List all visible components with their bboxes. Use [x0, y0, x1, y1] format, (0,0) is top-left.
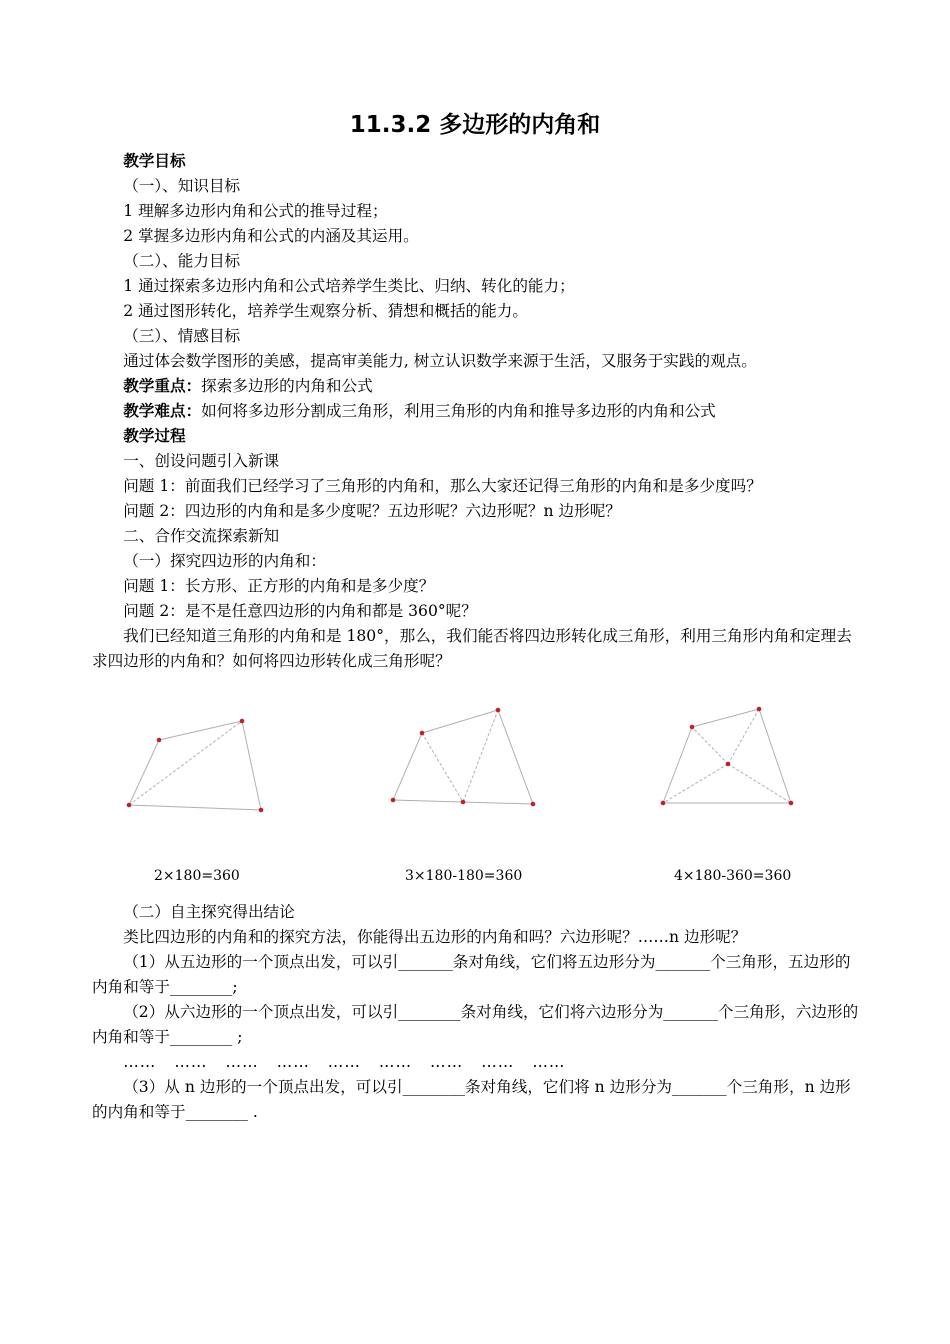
key-point-label: 教学重点：	[123, 377, 202, 395]
subsection-2-heading: （二）自主探究得出结论	[123, 903, 295, 921]
ability-heading: （二）、能力目标	[123, 252, 241, 270]
emotion-heading: （三）、情感目标	[123, 327, 241, 345]
key-point-text: 探索多边形的内角和公式	[201, 377, 373, 395]
figure-1-vertex	[259, 808, 264, 813]
figure-2	[391, 708, 536, 807]
figure-3-segment	[692, 727, 728, 764]
emotion-item-1: 通过体会数学图形的美感，提高审美能力, 树立认识数学来源于生活，又服务于实践的观点。	[123, 352, 757, 370]
figure-1	[127, 719, 264, 813]
figure-3-caption: 4×180-360=360	[674, 868, 792, 884]
difficulty	[92, 399, 860, 424]
knowledge-item-2: 2 掌握多边形内角和公式的内涵及其运用。	[123, 227, 419, 245]
subsection-1-question-1: 问题 1：长方形、正方形的内角和是多少度？	[123, 577, 435, 595]
figure-3-segment	[728, 709, 759, 764]
figure-2-caption: 3×180-180=360	[405, 868, 523, 884]
figure-2-vertex	[420, 731, 425, 736]
figure-2-vertex	[391, 798, 396, 803]
figure-3-vertex	[757, 707, 762, 712]
figure-1-vertex	[240, 719, 245, 724]
question-2: 问题 2：四边形的内角和是多少度呢？五边形呢？六边形呢？n 边形呢？	[123, 502, 621, 520]
figure-2-quadrilateral	[393, 710, 533, 804]
figure-3-segment	[728, 764, 791, 803]
fill-in-2: （2）从六边形的一个顶点出发，可以引________条对角线，它们将六边形分为_______个三角形，六边形的内角和等于________ ;	[92, 1003, 859, 1046]
figure-2-vertex	[531, 802, 536, 807]
subsection-1-text: 我们已经知道三角形的内角和是 180°，那么，我们能否将四边形转化成三角形，利用三角形内角和定理去求四边形的内角和？如何将四边形转化成三角形呢？	[92, 627, 852, 670]
difficulty-label: 教学难点：	[123, 402, 202, 420]
figure-3-interior-point	[726, 762, 731, 767]
objectives-heading: 教学目标	[123, 152, 186, 170]
knowledge-heading: （一）、知识目标	[123, 177, 241, 195]
process-heading: 教学过程	[123, 427, 186, 445]
figure-2-segment	[422, 733, 463, 802]
section-1-heading: 一、创设问题引入新课	[123, 452, 280, 470]
figure-1-caption: 2×180=360	[154, 868, 240, 884]
figure-3-vertex	[690, 725, 695, 730]
fill-in-3: （3）从 n 边形的一个顶点出发，可以引________条对角线，它们将 n 边形分为_______个三角形，n 边形的内角和等于________ .	[92, 1078, 851, 1121]
figure-2-vertex	[496, 708, 501, 713]
figure-3-quadrilateral	[663, 709, 791, 803]
figure-1-vertex	[157, 738, 162, 743]
subsection-1-heading: （一）探究四边形的内角和：	[123, 552, 326, 570]
knowledge-item-1: 1 理解多边形内角和公式的推导过程；	[123, 202, 388, 220]
difficulty-text: 如何将多边形分割成三角形，利用三角形的内角和推导多边形的内角和公式	[201, 402, 716, 420]
subsection-2-text: 类比四边形的内角和的探究方法，你能得出五边形的内角和吗？六边形呢？……n 边形呢？	[123, 928, 747, 946]
section-2-heading: 二、合作交流探索新知	[123, 527, 280, 545]
figure-3	[661, 707, 794, 806]
ability-item-1: 1 通过探索多边形内角和公式培养学生类比、归纳、转化的能力；	[123, 277, 575, 295]
figure-2-segment	[463, 710, 498, 802]
ellipsis-row: …… …… …… …… …… …… …… …… ……	[123, 1053, 566, 1071]
figure-1-quadrilateral	[129, 721, 261, 810]
key-point	[92, 374, 860, 399]
ability-item-2: 2 通过图形转化，培养学生观察分析、猜想和概括的能力。	[123, 302, 528, 320]
figure-3-vertex	[661, 801, 666, 806]
figures-area	[92, 674, 860, 900]
figure-2-interior-point	[461, 800, 466, 805]
subsection-1-question-2: 问题 2：是不是任意四边形的内角和都是 360°呢？	[123, 602, 477, 620]
figure-1-vertex	[127, 803, 132, 808]
document-body	[92, 149, 860, 1125]
page-title: 11.3.2 多边形的内角和	[349, 112, 601, 138]
figure-3-segment	[663, 764, 728, 803]
fill-in-1: （1）从五边形的一个顶点出发，可以引_______条对角线，它们将五边形分为_______个三角形，五边形的内角和等于________;	[92, 953, 851, 996]
question-1: 问题 1：前面我们已经学习了三角形的内角和，那么大家还记得三角形的内角和是多少度吗？	[123, 477, 762, 495]
figure-3-vertex	[789, 801, 794, 806]
